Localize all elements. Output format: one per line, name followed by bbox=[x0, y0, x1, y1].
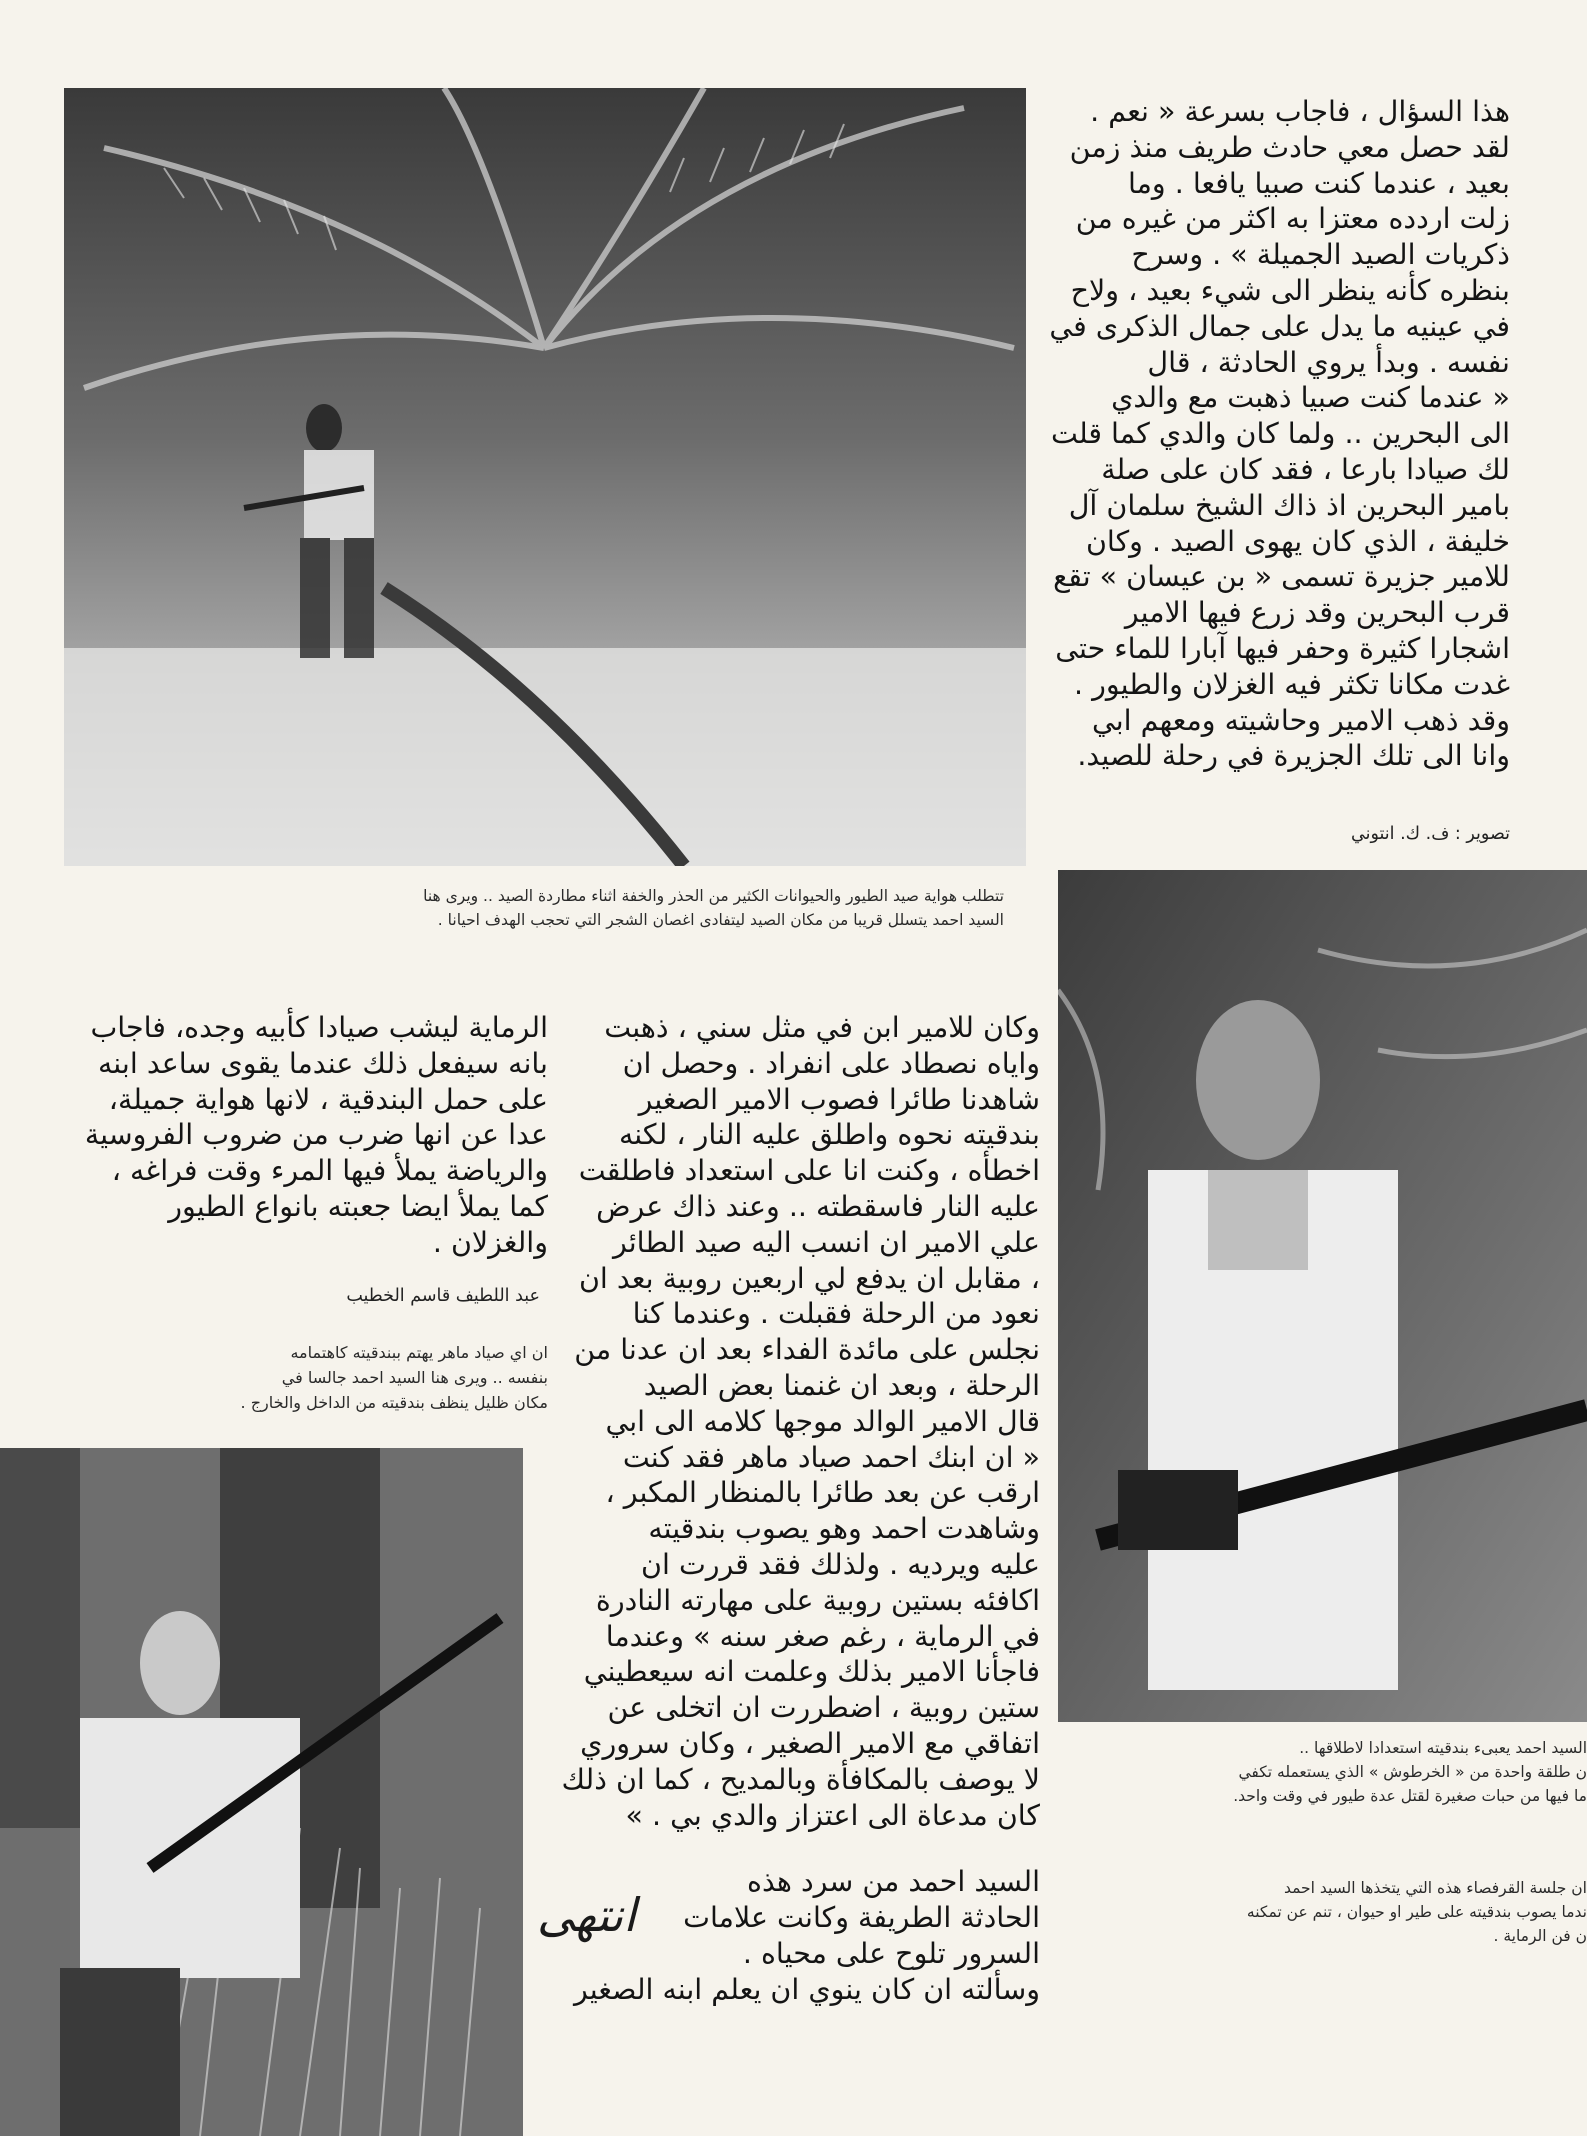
article-end-block bbox=[640, 1864, 1040, 1971]
photo-credit: تصوير : ف. ك. انتوني bbox=[1351, 824, 1510, 844]
photo-hunter-cleaning-rifle bbox=[0, 1448, 523, 2136]
photo-hunter-loading-rifle bbox=[1058, 870, 1587, 1722]
photo-palm-grove-hunter bbox=[64, 88, 1026, 866]
article-text-top: هذا السؤال ، فاجاب بسرعة « نعم . لقد حصل معي حادث طريف منذ زمن بعيد ، عندما كنت صبيا يافعا . وما زلت اردده معتزا به اكثر من غيره من ذكريات الصيد الجميلة » . وسرح بنظره كأنه ينظر الى شيء بعيد ، ولاح في عينيه ما يدل على جمال الذكرى في نفسه . وبدأ يروي الحادثة ، قال « عندما كنت صبيا ذهبت مع والدي الى البحرين .. ولما كان والدي كما قلت لك صيادا بارعا ، فقد كان على صلة بامير البحرين اذ ذاك الشيخ سلمان آل خليفة ، الذي كان يهوى الصيد . وكان للامير جزيرة تسمى « بن عيسان » تقع قرب البحرين وقد زرع فيها الامير اشجارا كثيرة وحفر فيها آبارا للماء حتى غدت مكانا تكثر فيه الغزلان والطيور . وقد ذهب الامير وحاشيته ومعهم ابي وانا الى تلك الجزيرة في رحلة للصيد. bbox=[1049, 95, 1510, 773]
article-last-line: وسألته ان كان ينوي ان يعلم ابنه الصغير bbox=[574, 1973, 1040, 2006]
caption-palm-grove: تتطلب هواية صيد الطيور والحيوانات الكثير من الحذر والخفة اثناء مطاردة الصيد .. ويرى هنا السيد احمد يتسلل قريبا من مكان الصيد ليتفادى اغصان الشجر التي تحجب الهدف احيانا . bbox=[423, 887, 1004, 929]
article-column-top bbox=[1048, 94, 1510, 834]
caption-squatting: ان جلسة القرفصاء هذه التي يتخذها السيد احمد ندما يصوب بندقيته على طير او حيوان ، تنم عن تمكنه ن فن الرماية . bbox=[1246, 1879, 1587, 1945]
article-text-end: السيد احمد من سرد هذه الحادثة الطريفة وكانت علامات السرور تلوح على محياه . bbox=[683, 1865, 1040, 1970]
article-text-middle: وكان للامير ابن في مثل سني ، ذهبت واياه نصطاد على انفراد . وحصل ان شاهدنا طائرا فصوب الامير الصغير بندقيته نحوه واطلق عليه النار ، لكنه اخطأه ، وكنت انا على استعداد فاطلقت عليه النار فاسقطته .. وعند ذاك عرض علي الامير ان انسب اليه صيد الطائر ، مقابل ان يدفع لي اربعين روبية بعد ان نعود من الرحلة فقبلت . وعندما كنا نجلس على مائدة الفداء بعد ان عدنا من الرحلة ، وبعد ان غنمنا بعض الصيد قال الامير الوالد موجها كلامه الى ابي « ان ابنك احمد صياد ماهر فقد كنت ارقب عن بعد طائرا بالمنظار المكبر ، وشاهدت احمد وهو يصوب بندقيته عليه ويرديه . ولذلك فقد قررت ان اكافئه بستين روبية على مهارته النادرة في الرماية ، رغم صغر سنه » وعندما فاجأنا الامير بذلك وعلمت انه سيعطيني ستين روبية ، اضطررت ان اتخلى عن اتفاقي مع الامير الصغير ، وكان سروري لا يوصف بالمكافأة وبالمديح ، كما ان ذلك كان مدعاة الى اعتزاز والدي بي . » bbox=[561, 1011, 1040, 1832]
caption-loading-rifle: السيد احمد يعبىء بندقيته استعدادا لاطلاقها .. ن طلقة واحدة من « الخرطوش » الذي يستعمله تكفي ما فيها من حبات صغيرة لقتل عدة طيور في وقت واحد. bbox=[1233, 1739, 1587, 1805]
article-column-left bbox=[58, 1010, 548, 1261]
article-column-middle bbox=[560, 1010, 1040, 1833]
article-text-left: الرماية ليشب صيادا كأبيه وجده، فاجاب بانه سيفعل ذلك عندما يقوى ساعد ابنه على حمل البندقية ، لانها هواية جميلة، عدا عن انها ضرب من ضروب الفروسية والرياضة يملأ فيها المرء وقت فراغه ، كما يملأ ايضا جعبته بانواع الطيور والغزلان . bbox=[84, 1011, 548, 1259]
caption-cleaning-rifle: ان اي صياد ماهر يهتم ببندقيته كاهتمامه بنفسه .. ويرى هنا السيد احمد جالسا في مكان ظليل ينظف بندقيته من الداخل والخارج . bbox=[240, 1343, 548, 1412]
author-name: عبد اللطيف قاسم الخطيب bbox=[346, 1286, 540, 1306]
end-stamp: انتهى bbox=[536, 1888, 636, 1942]
